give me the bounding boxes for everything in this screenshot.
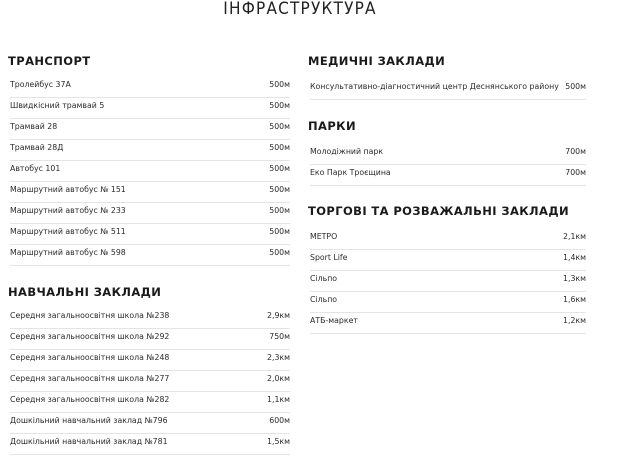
item-name: Трамвай 28Д xyxy=(10,143,64,152)
list-item xyxy=(310,312,586,334)
page-title: ІНФРАСТРУКТУРА xyxy=(223,0,377,19)
item-name: Дошкільний навчальний заклад №796 xyxy=(10,416,168,425)
item-name: Автобус 101 xyxy=(10,164,61,173)
item-name: Сільпо xyxy=(310,295,338,304)
item-distance: 2,1км xyxy=(563,232,586,241)
item-name: Середня загальноосвітня школа №292 xyxy=(10,332,170,341)
item-name: Маршрутний автобус № 233 xyxy=(10,206,126,215)
item-name: Середня загальноосвітня школа №238 xyxy=(10,311,170,320)
item-distance: 750м xyxy=(269,332,290,341)
item-distance: 500м xyxy=(269,206,290,215)
item-distance: 700м xyxy=(565,147,586,156)
list-item xyxy=(10,223,290,245)
list-item xyxy=(10,349,290,371)
list-item xyxy=(10,181,290,203)
item-distance: 600м xyxy=(269,416,290,425)
list-item xyxy=(10,76,290,98)
item-distance: 500м xyxy=(269,101,290,110)
medical-heading: МЕДИЧНІ ЗАКЛАДИ xyxy=(308,54,446,68)
item-distance: 500м xyxy=(269,80,290,89)
item-name: Маршрутний автобус № 511 xyxy=(10,227,126,236)
shopping-heading: ТОРГОВІ ТА РОЗВАЖАЛЬНІ ЗАКЛАДИ xyxy=(308,204,569,218)
list-item xyxy=(10,118,290,140)
item-name: Сільпо xyxy=(310,274,338,283)
item-distance: 1,1км xyxy=(267,395,290,404)
item-name: Швидкісний трамвай 5 xyxy=(10,101,105,110)
item-distance: 500м xyxy=(269,143,290,152)
list-item xyxy=(10,160,290,182)
transport-heading: ТРАНСПОРТ xyxy=(8,54,91,68)
list-item xyxy=(10,412,290,434)
item-distance: 1,5км xyxy=(267,437,290,446)
item-distance: 500м xyxy=(269,164,290,173)
item-distance: 500м xyxy=(269,227,290,236)
item-name: МЕТРО xyxy=(310,232,338,241)
item-distance: 500м xyxy=(565,82,586,91)
list-item xyxy=(310,249,586,271)
item-distance: 1,6км xyxy=(563,295,586,304)
item-name: Трамвай 28 xyxy=(10,122,58,131)
list-item xyxy=(310,270,586,292)
item-name: АТБ-маркет xyxy=(310,316,358,325)
item-name: Sport Life xyxy=(310,253,348,262)
list-item xyxy=(10,433,290,455)
item-name: Середня загальноосвітня школа №282 xyxy=(10,395,170,404)
list-item xyxy=(10,139,290,161)
list-item xyxy=(10,328,290,350)
item-distance: 1,2км xyxy=(563,316,586,325)
list-item xyxy=(10,391,290,413)
item-name: Молодіжний парк xyxy=(310,147,384,156)
list-item xyxy=(310,78,586,100)
item-name: Консультативно-діагностичний центр Деснянського району xyxy=(310,82,559,91)
item-name: Тролейбус 37А xyxy=(10,80,71,89)
item-distance: 2,9км xyxy=(267,311,290,320)
list-item xyxy=(10,202,290,224)
item-distance: 500м xyxy=(269,122,290,131)
list-item xyxy=(10,370,290,392)
list-item xyxy=(310,228,586,250)
item-distance: 1,4км xyxy=(563,253,586,262)
list-item xyxy=(310,291,586,313)
list-item xyxy=(310,164,586,186)
item-name: Середня загальноосвітня школа №277 xyxy=(10,374,170,383)
item-name: Маршрутний автобус № 598 xyxy=(10,248,126,257)
education-heading: НАВЧАЛЬНІ ЗАКЛАДИ xyxy=(8,285,162,299)
item-distance: 2,3км xyxy=(267,353,290,362)
item-name: Середня загальноосвітня школа №248 xyxy=(10,353,170,362)
item-distance: 500м xyxy=(269,185,290,194)
list-item xyxy=(10,307,290,329)
item-name: Маршрутний автобус № 151 xyxy=(10,185,126,194)
item-name: Дошкільний навчальний заклад №781 xyxy=(10,437,168,446)
item-distance: 2,0км xyxy=(267,374,290,383)
list-item xyxy=(10,97,290,119)
item-name: Еко Парк Троєщина xyxy=(310,168,391,177)
parks-heading: ПАРКИ xyxy=(308,119,356,133)
item-distance: 1,3км xyxy=(563,274,586,283)
item-distance: 500м xyxy=(269,248,290,257)
list-item xyxy=(310,143,586,165)
list-item xyxy=(10,244,290,266)
item-distance: 700м xyxy=(565,168,586,177)
